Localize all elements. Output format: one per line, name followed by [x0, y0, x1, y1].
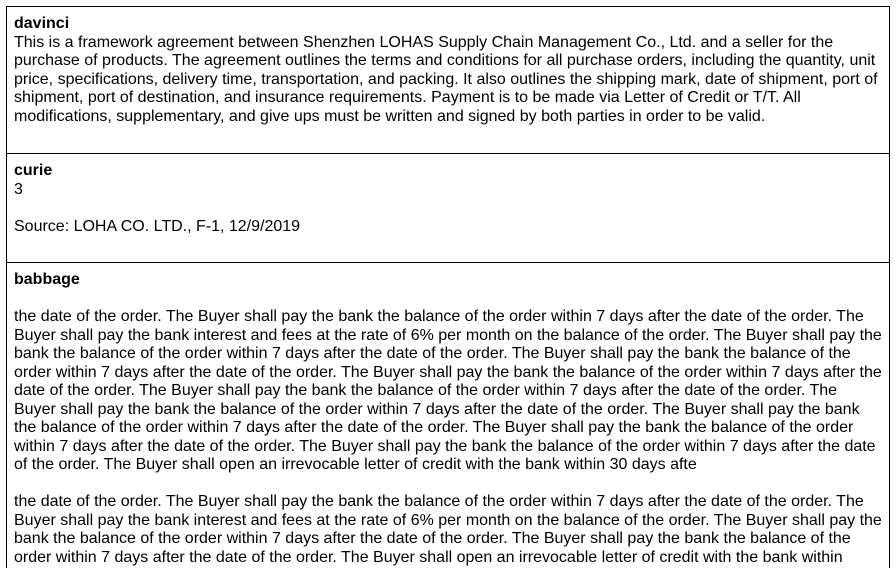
- card-paragraph-1: the date of the order. The Buyer shall pay the bank the balance of the order within 7 days after the date of the order. The Buyer shall pay the bank interest and fees at the rate of 6% per month on the balance of the order. The Buyer shall pay the bank the balance of the order within 7 days after the date of the order. The Buyer shall pay the bank the balance of the order within 7 days after the date of the order. The Buyer shall pay the bank the balance of the order within 7 days after the date of the order. The Buyer shall pay the bank the balance of the order within 7 days after the date of the order. The Buyer shall pay the bank the balance of the order within 7 days after the date of the order. The Buyer shall pay the bank the balance of the order within 7 days after the date of the order. The Buyer shall pay the bank the balance of the order within 7 days after the date of the order. The Buyer shall pay the bank the balance of the order within 7 days after the date of the order. The Buyer shall open an irrevocable letter of credit with the bank within 30 days afte: [14, 308, 882, 473]
- result-card-davinci: [6, 6, 890, 154]
- card-title: babbage: [14, 271, 80, 288]
- card-title: davinci: [14, 15, 70, 32]
- spacer: [14, 290, 882, 309]
- result-card-curie: [6, 153, 890, 263]
- spacer: [14, 199, 882, 218]
- card-title: curie: [14, 162, 53, 179]
- card-source-text: Source: LOHA CO. LTD., F-1, 12/9/2019: [14, 217, 301, 235]
- result-card-babbage: [6, 262, 890, 568]
- card-value-text: 3: [14, 180, 23, 198]
- card-paragraph-2: the date of the order. The Buyer shall pay the bank the balance of the order within 7 days after the date of the order. The Buyer shall pay the bank interest and fees at the rate of 6% per month on the balance of the order. The Buyer shall pay the bank the balance of the order within 7 days after the date of the order. The Buyer shall pay the bank the balance of the order within 7 days after the date of the order. The Buyer shall open an irrevocable letter of credit with the bank within: [14, 493, 882, 566]
- card-summary-text: This is a framework agreement between Shenzhen LOHAS Supply Chain Management Co., Ltd. and a seller for the purchase of products. The agreement outlines the terms and conditions for all purchase orders, including the quantity, unit price, specifications, delivery time, transportation, and packing. It also outlines the shipping mark, date of shipment, port of shipment, port of destination, and insurance requirements. Payment is to be made via Letter of Credit or T/T. All modifications, supplementary, and give ups must be written and signed by both parties in order to be valid.: [14, 33, 878, 125]
- spacer: [14, 475, 882, 494]
